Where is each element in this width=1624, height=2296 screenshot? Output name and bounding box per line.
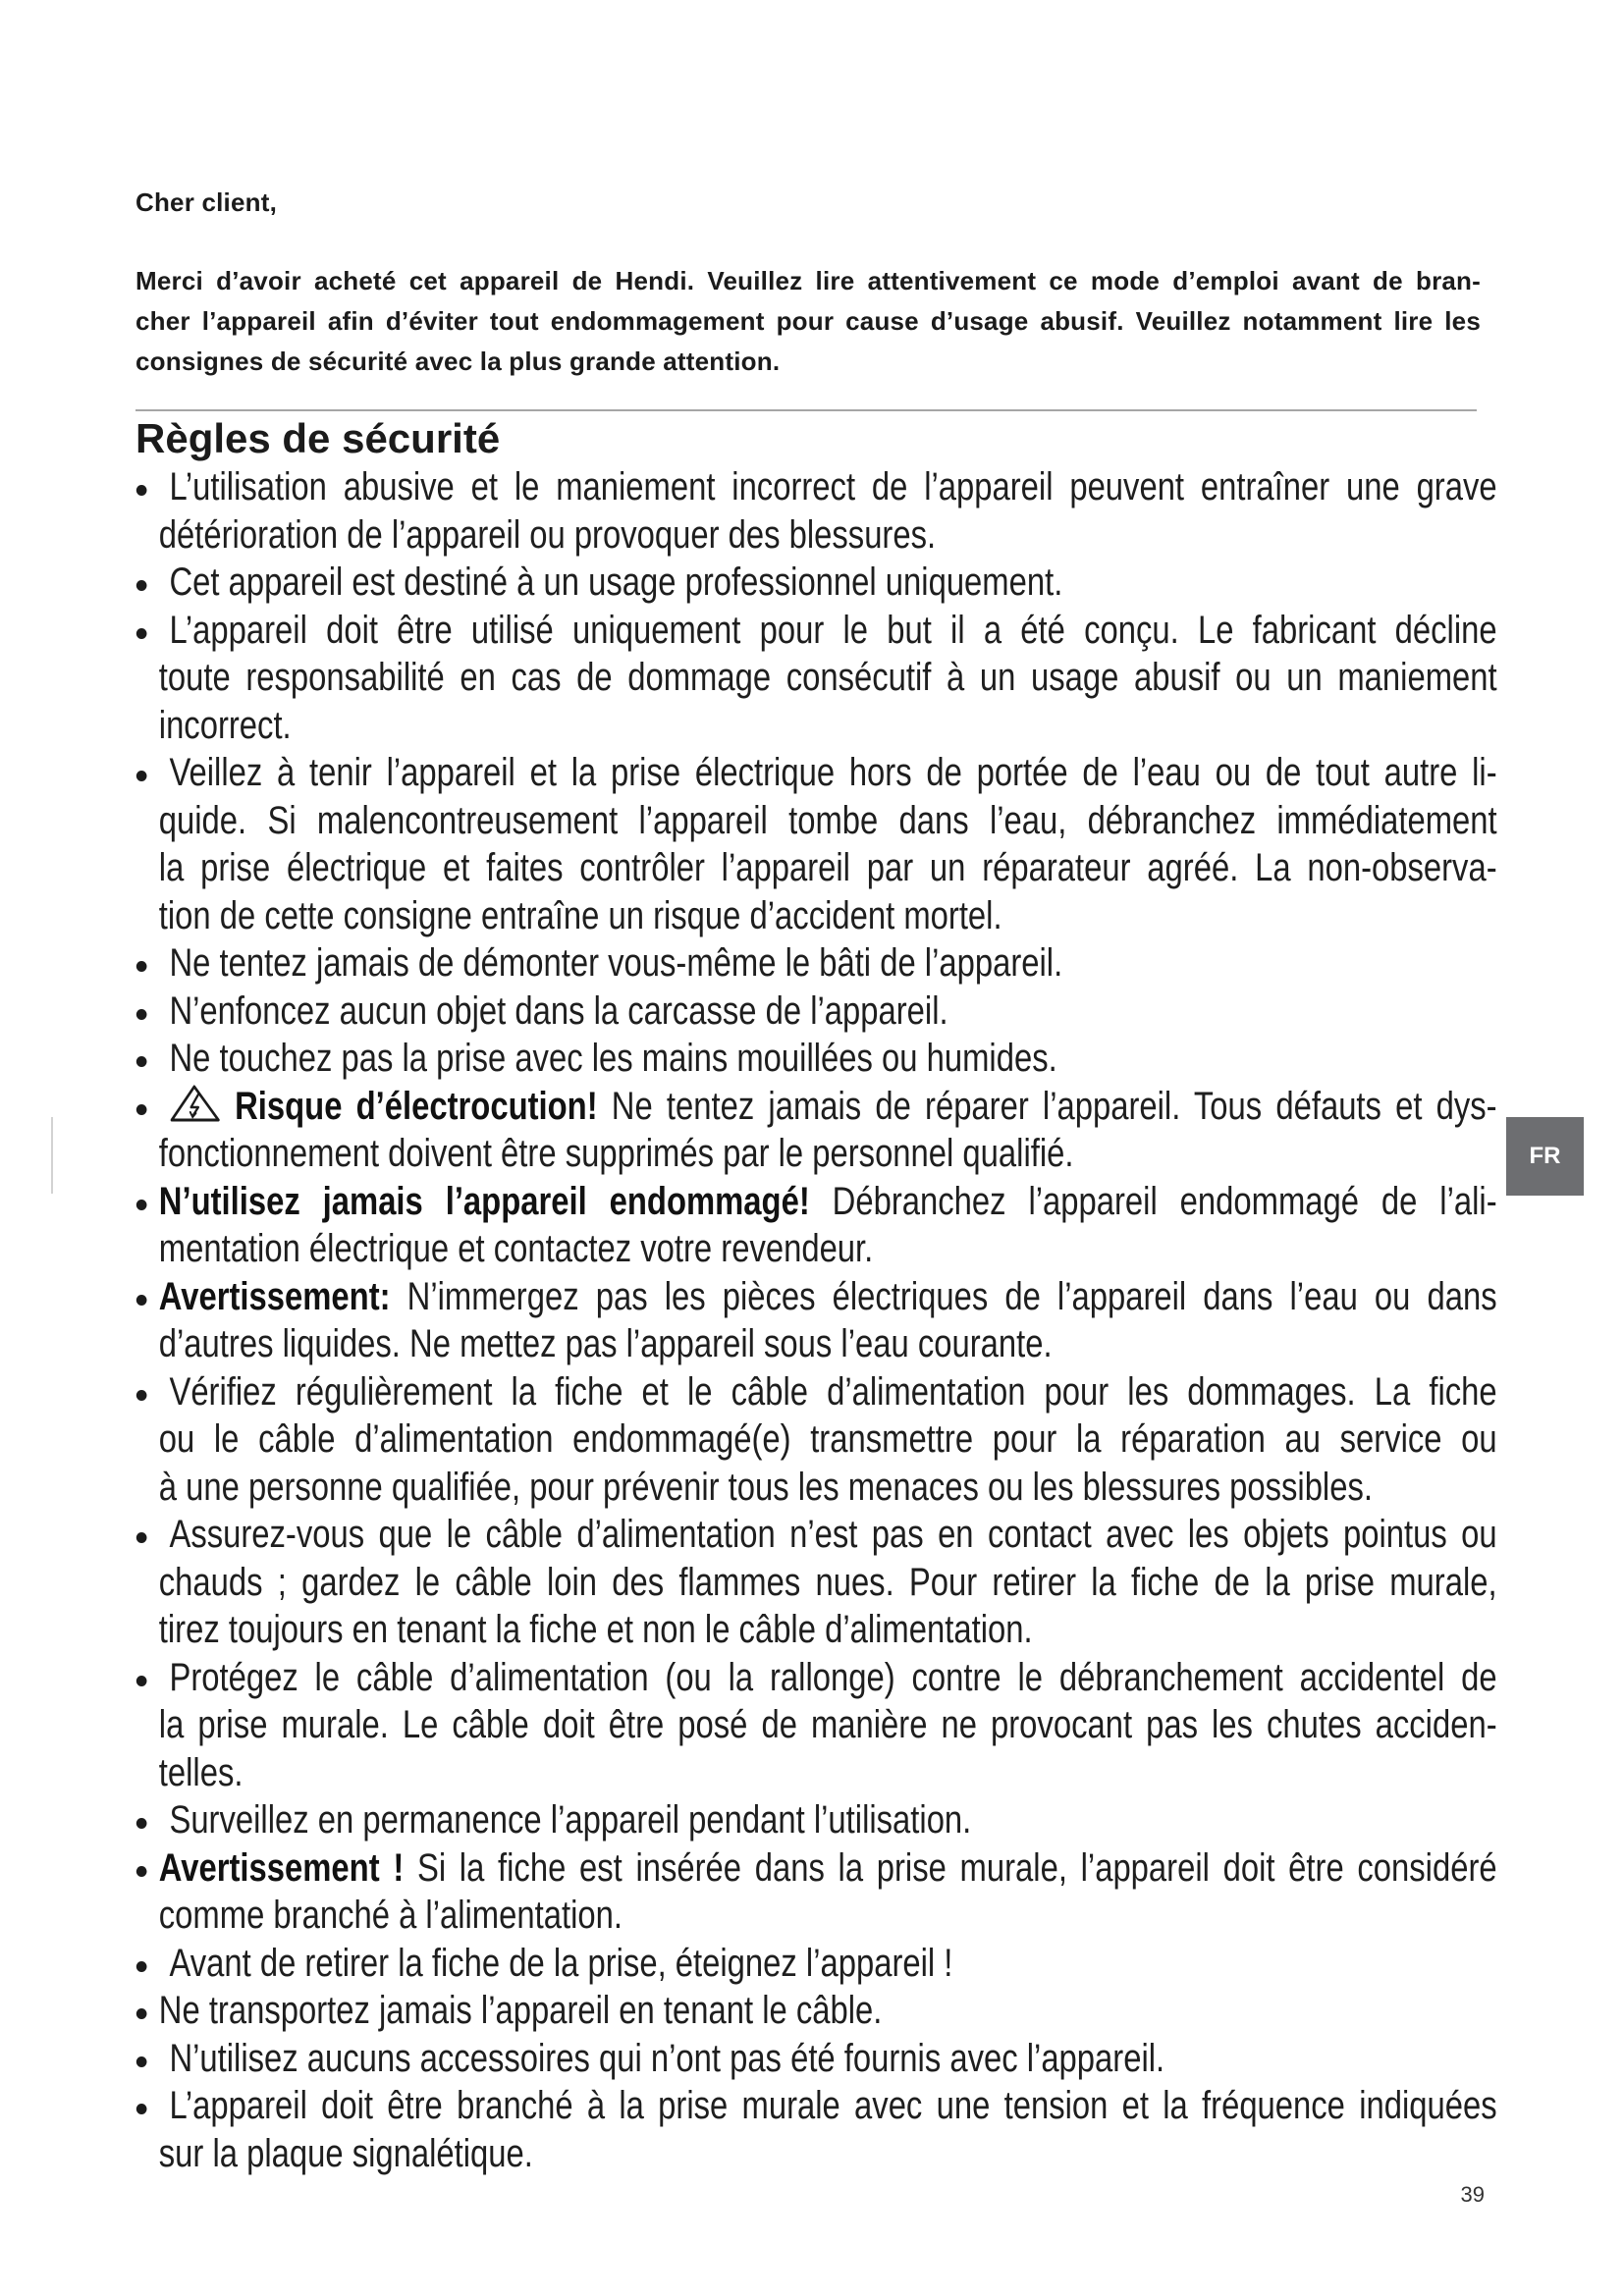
rule-line [159, 1083, 1497, 1131]
rule-line [159, 1273, 1497, 1321]
rule-line: L’appareil doit être utilisé uniquement pour le but il a été conçu. Le fabricant décline [169, 608, 1497, 652]
rule-line: Ne transportez jamais l’appareil en tenant le câble. [158, 1989, 883, 2032]
safety-rule [135, 1035, 1497, 1083]
rule-line: Ne tentez jamais de démonter vous-même le bâti de l’appareil. [169, 941, 1063, 985]
bullet-marker [136, 1104, 147, 1115]
rule-line: fonctionnement doivent être supprimés par le personnel qualifié. [158, 1132, 1074, 1175]
bullet-marker [136, 1818, 147, 1829]
section-divider [135, 409, 1477, 411]
rule-line: Vérifiez régulièrement la fiche et le câble d’alimentation pour les dommages. La fiche [169, 1369, 1497, 1414]
rule-line: telles. [158, 1750, 244, 1794]
rule-line: d’autres liquides. Ne mettez pas l’appareil sous l’eau courante. [158, 1322, 1053, 1365]
safety-rule [135, 559, 1497, 607]
safety-rule [135, 1654, 1497, 1797]
rule-emphasis: N’utilisez jamais l’appareil endommagé! [158, 1179, 810, 1223]
bullet-marker [136, 1961, 147, 1972]
rule-emphasis: Avertissement: [158, 1274, 391, 1318]
safety-rule [135, 1844, 1497, 1940]
bullet-marker [136, 580, 147, 591]
rule-line: la prise murale. Le câble doit être posé de manière ne provocant pas les chutes acciden- [158, 1703, 1497, 1746]
safety-rule [135, 1083, 1497, 1178]
safety-rule [135, 988, 1497, 1036]
rule-line [159, 1178, 1497, 1226]
intro-line: cher l’appareil afin d’éviter tout endommagement pour cause d’usage abusif. Veuillez notamment lire les [135, 306, 1481, 336]
bullet-marker [136, 2008, 147, 2019]
bullet-marker [136, 1056, 147, 1067]
bullet-marker [136, 771, 147, 781]
safety-rule [135, 1511, 1497, 1654]
bullet-marker [136, 2056, 147, 2067]
rule-line: toute responsabilité en cas de dommage consécutif à un usage abusif ou un maniement [158, 656, 1497, 699]
rule-text: Ne tentez jamais de réparer l’appareil. Tous défauts et dys- [611, 1084, 1497, 1128]
rule-line: Cet appareil est destiné à un usage professionnel uniquement. [169, 561, 1063, 604]
rule-line: ou le câble d’alimentation endommagé(e) transmettre pour la réparation au service ou [158, 1417, 1497, 1461]
rule-emphasis: Avertissement ! [158, 1845, 405, 1890]
salutation: Cher client, [135, 187, 277, 217]
safety-rule [135, 1368, 1497, 1512]
rule-emphasis: Risque d’électrocution! [235, 1084, 598, 1128]
rule-line: chauds ; gardez le câble loin des flammes nues. Pour retirer la fiche de la prise murale, [158, 1560, 1497, 1604]
rule-line: N’enfoncez aucun objet dans la carcasse de l’appareil. [169, 988, 948, 1033]
rule-line: comme branché à l’alimentation. [158, 1894, 623, 1937]
safety-rule [135, 1273, 1497, 1368]
bullet-marker [136, 1390, 147, 1401]
rule-line: à une personne qualifiée, pour prévenir tous les menaces ou les blessures possibles. [158, 1465, 1373, 1509]
safety-rule [135, 1987, 1497, 2035]
rule-line: L’appareil doit être branché à la prise murale avec une tension et la fréquence indiquées [169, 2084, 1497, 2127]
safety-rule [135, 749, 1497, 939]
rule-line: Protégez le câble d’alimentation (ou la rallonge) contre le débranchement accidentel de [169, 1655, 1497, 1699]
intro-paragraph [135, 261, 1481, 382]
rule-line: détérioration de l’appareil ou provoquer des blessures. [158, 512, 937, 557]
rule-line: Assurez-vous que le câble d’alimentation n’est pas en contact avec les objets pointus ou [169, 1513, 1497, 1556]
rule-line: Veillez à tenir l’appareil et la prise électrique hors de portée de l’eau ou de tout autre li- [169, 751, 1497, 794]
rule-line: mentation électrique et contactez votre revendeur. [158, 1227, 874, 1270]
side-divider [51, 1117, 53, 1194]
intro-line: Merci d’avoir acheté cet appareil de Hendi. Veuillez lire attentivement ce mode d’emploi avant de bran- [135, 266, 1481, 295]
bullet-marker [136, 1200, 147, 1210]
bullet-marker [136, 961, 147, 972]
rule-line: Surveillez en permanence l’appareil pendant l’utilisation. [169, 1798, 972, 1842]
rule-line: tion de cette consigne entraîne un risque d’accident mortel. [158, 893, 1002, 937]
safety-rule [135, 939, 1497, 988]
safety-rule [135, 2082, 1497, 2177]
safety-rule [135, 2035, 1497, 2083]
rule-line: quide. Si malencontreusement l’appareil tombe dans l’eau, débranchez immédiatement [158, 798, 1497, 842]
bullet-marker [136, 628, 147, 639]
electrical-hazard-icon [169, 1085, 220, 1122]
page-number: 39 [1460, 2182, 1485, 2207]
section-title: Règles de sécurité [135, 415, 501, 461]
language-tab: FR [1506, 1117, 1584, 1196]
rule-text: N’immergez pas les pièces électriques de l’appareil dans l’eau ou dans [406, 1274, 1497, 1318]
rule-text: Si la fiche est insérée dans la prise murale, l’appareil doit être considéré [416, 1845, 1497, 1890]
rule-line: tirez toujours en tenant la fiche et non le câble d’alimentation. [158, 1608, 1033, 1651]
bullet-marker [136, 1676, 147, 1686]
bullet-marker [136, 485, 147, 496]
safety-rule [135, 607, 1497, 750]
rule-line: incorrect. [158, 703, 292, 747]
safety-rules-list [135, 463, 1497, 2177]
rule-line: Avant de retirer la fiche de la prise, éteignez l’appareil ! [169, 1941, 953, 1985]
safety-rule [135, 1940, 1497, 1988]
safety-rule [135, 463, 1497, 559]
rule-line [159, 1844, 1497, 1893]
rule-line: Ne touchez pas la prise avec les mains mouillées ou humides. [169, 1037, 1057, 1080]
bullet-marker [136, 2104, 147, 2114]
bullet-marker [136, 1866, 147, 1877]
rule-line: la prise électrique et faites contrôler l’appareil par un réparateur agréé. La non-observa- [158, 846, 1497, 889]
rule-line: sur la plaque signalétique. [158, 2131, 533, 2175]
rule-line: L’utilisation abusive et le maniement incorrect de l’appareil peuvent entraîner une grave [169, 465, 1497, 508]
safety-rule [135, 1796, 1497, 1844]
safety-rule [135, 1178, 1497, 1273]
bullet-marker [136, 1009, 147, 1020]
bullet-marker [136, 1532, 147, 1543]
rule-line: N’utilisez aucuns accessoires qui n’ont pas été fournis avec l’appareil. [169, 2036, 1165, 2080]
bullet-marker [136, 1295, 147, 1306]
intro-line: consignes de sécurité avec la plus grande attention. [135, 347, 781, 376]
rule-text: Débranchez l’appareil endommagé de l’ali- [832, 1179, 1497, 1223]
